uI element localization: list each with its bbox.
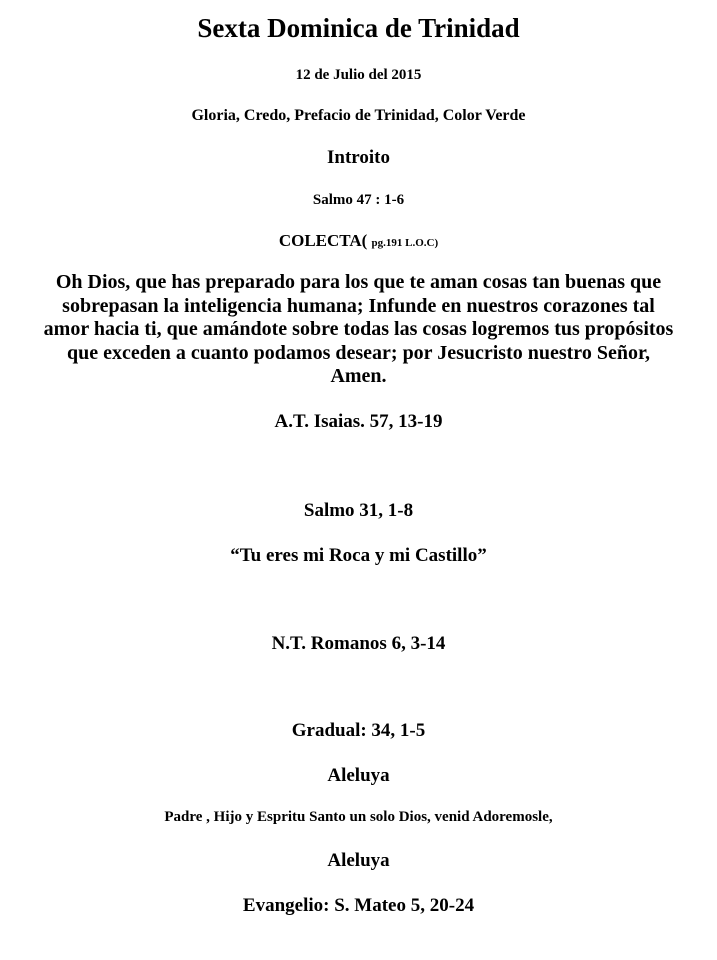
old-testament-reading: A.T. Isaias. 57, 13-19 (274, 411, 443, 432)
aleluya-closing: Aleluya (327, 850, 390, 871)
prayer-line: amor hacia ti, que amándote sobre todas las cosas logremos tus propósitos (43, 318, 674, 340)
introito-heading: Introito (327, 147, 390, 168)
liturgical-rubric: Gloria, Credo, Prefacio de Trinidad, Color Verde (191, 107, 526, 124)
prayer-line: Oh Dios, que has preparado para los que te aman cosas tan buenas que (55, 271, 662, 293)
prayer-line: que exceden a cuanto podamos desear; por Jesucristo nuestro Señor, (67, 341, 650, 364)
colecta-heading (0, 231, 717, 253)
colecta-page-reference: pg.191 L.O.C) (371, 237, 439, 249)
new-testament-reading: N.T. Romanos 6, 3-14 (271, 633, 446, 654)
prayer-line: sobrepasan la inteligencia humana; Infunde en nuestros corazones tal (62, 294, 655, 317)
aleluya-heading: Aleluya (327, 765, 390, 786)
document-title: Sexta Dominica de Trinidad (197, 13, 520, 43)
gospel-reading: Evangelio: S. Mateo 5, 20-24 (242, 895, 475, 916)
colecta-label: COLECTA( (278, 231, 368, 250)
gradual-reference: Gradual: 34, 1-5 (291, 720, 426, 741)
introito-psalm-reference: Salmo 47 : 1-6 (312, 192, 405, 208)
collect-prayer (0, 271, 717, 389)
prayer-line: Amen. (330, 365, 387, 387)
psalm-reading: Salmo 31, 1-8 (303, 500, 414, 521)
psalm-quote: “Tu eres mi Roca y mi Castillo” (230, 545, 487, 566)
service-date: 12 de Julio del 2015 (295, 67, 422, 83)
aleluya-verse: Padre , Hijo y Espritu Santo un solo Dios, venid Adoremosle, (164, 809, 553, 825)
